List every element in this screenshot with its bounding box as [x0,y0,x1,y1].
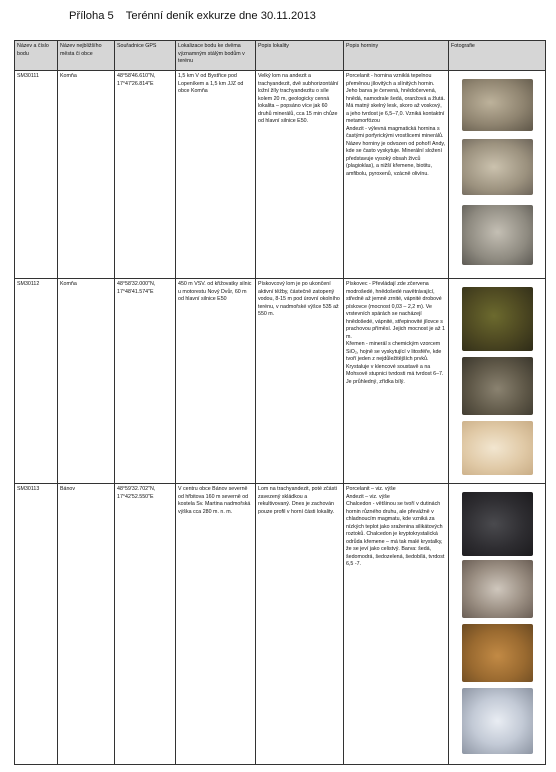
chalcedony-photo-icon [462,688,533,754]
sandstone-photo-icon [462,357,533,415]
header-site: Popis lokality [256,41,344,71]
porcelanite-photo-icon [462,624,533,682]
table-row [15,484,546,765]
town: Komňa [58,71,115,279]
photos-cell [449,279,546,484]
table-row [15,71,546,279]
field-log-table [14,40,546,765]
gps: 48°58'46.610"N, 17°47'26.814"E [115,71,176,279]
quartz-photo-icon [462,421,533,475]
porcelanite-photo-icon [462,79,533,131]
gps: 48°59'32.702"N, 17°42'52.550"E [115,484,176,765]
porcelanite-photo-icon [462,492,533,556]
header-rock: Popis horniny [344,41,449,71]
point-id: SM30111 [15,71,58,279]
andesite-photo-icon [462,560,533,618]
page-title [69,10,316,22]
header-gps: Souřadnice GPS [115,41,176,71]
gps: 48°58'32.000"N, 17°48'41.574"E [115,279,176,484]
site-description: Pískovcový lom je po ukončení aktivní těžby, částečně zatopený vodou, 8-15 m pod úrovní okolního terénu, v nadmořské výšce 535 až 550 m. [256,279,344,484]
point-id: SM30113 [15,484,58,765]
rock-description: Porcelanit – viz. výše Andezit – viz. výše Chalcedon - většinou se tvoří v dutinách hornin různého druhu, ale převážně v chladnoucím magmatu, kde vzniká za nízkých teplot jako sraženina silikátových roztoků. Chalcedon je kryptokrystalická odrůda křemene – má tak malé krystalky, že se jeví jako celistvý. Barva: šedá, šedomodrá, šedozelená, šedobílá, tvrdost 6,5 -7. [344,484,449,765]
sandstone-photo-icon [462,287,533,351]
town: Bánov [58,484,115,765]
title-label: Příloha 5 [69,10,114,22]
site-description: Lom na trachyandezit, poté zčásti zavezený skládkou a rekultivovaný. Dnes je zachován pouze profil v horní části lokality. [256,484,344,765]
header-photos: Fotografie [449,41,546,71]
town: Komňa [58,279,115,484]
header-point: Název a číslo bodu [15,41,58,71]
title-text: Terénní deník exkurze dne 30.11.2013 [125,10,316,22]
table-row [15,279,546,484]
header-town: Název nejbližšího města či obce [58,41,115,71]
localization: 450 m VSV. od křižovatky silnic u motorestu Nový Dvůr, 60 m od hlavní silnice E50 [176,279,256,484]
rock-description: Porcelanit - hornina vzniklá tepelnou přeměnou jílovitých a slínitých hornin. Jeho barva je červená, hnědočervená, hnědá, namodrale šedá, oranžová a žlutá. Má matný skelný lesk, skoro až voskový, a jeho tvrdost je 6,5–7,0. Vzniká kontaktní metamorfózou Andezit - výlevná magmatická hornina s častými porfyrickými vrostlicemi minerálů. Název horniny je odvozen od pohoří Andy, kde se často vyskytuje. Minerální složení představuje vysoký obsah živců (plagioklas), a nižší křemene, biotitu, amfibolu, pyroxenů, vzácně olivínu. [344,71,449,279]
andesite-photo-icon [462,205,533,265]
photos-cell [449,71,546,279]
site-description: Velký lom na andezit a trachyandezit, dvě subhorizontální ložní žíly trachyandezitu o síle kolem 20 m, geologicky cenná lokalita – popsáno více jak 60 druhů minerálů, cca 15 min chůze od hlavní silnice E50. [256,71,344,279]
photos-cell [449,484,546,765]
rock-description: Pískovec - Převládají zde zčervena modrošedé, hnědošedé navětrávající, středně až jemně zrnité, vápnité drobové pískovce (mocnost 0,03 – 2,2 m). Ve vrstevních spárách se nacházejí hnědošedé, vápnité, střepinovité jílovce s prachovou příměsí. Jejich mocnost je až 1 m. Křemen - minerál s chemickým vzorcem SiO₂, hojně se vyskytující v litosféře, kde tvoří jeden z nejdůležitějších prvků. Krystaluje v klencové soustavě a na Mohsově stupnici tvrdosti má tvrdost 6–7. Je průhledný, zřídka bílý. [344,279,449,484]
andesite-photo-icon [462,139,533,195]
localization: 1,5 km V od Bystřice pod Lopeníkem a 1,5 km JJZ od obce Komňa [176,71,256,279]
point-id: SM30112 [15,279,58,484]
table-header-row [15,41,546,71]
header-localization: Lokalizace bodu ke dvěma významným stálým bodům v terénu [176,41,256,71]
localization: V centru obce Bánov severně od hřbitova 160 m severně od kostela Sv. Martina nadmořská výška cca 280 m. n. m. [176,484,256,765]
